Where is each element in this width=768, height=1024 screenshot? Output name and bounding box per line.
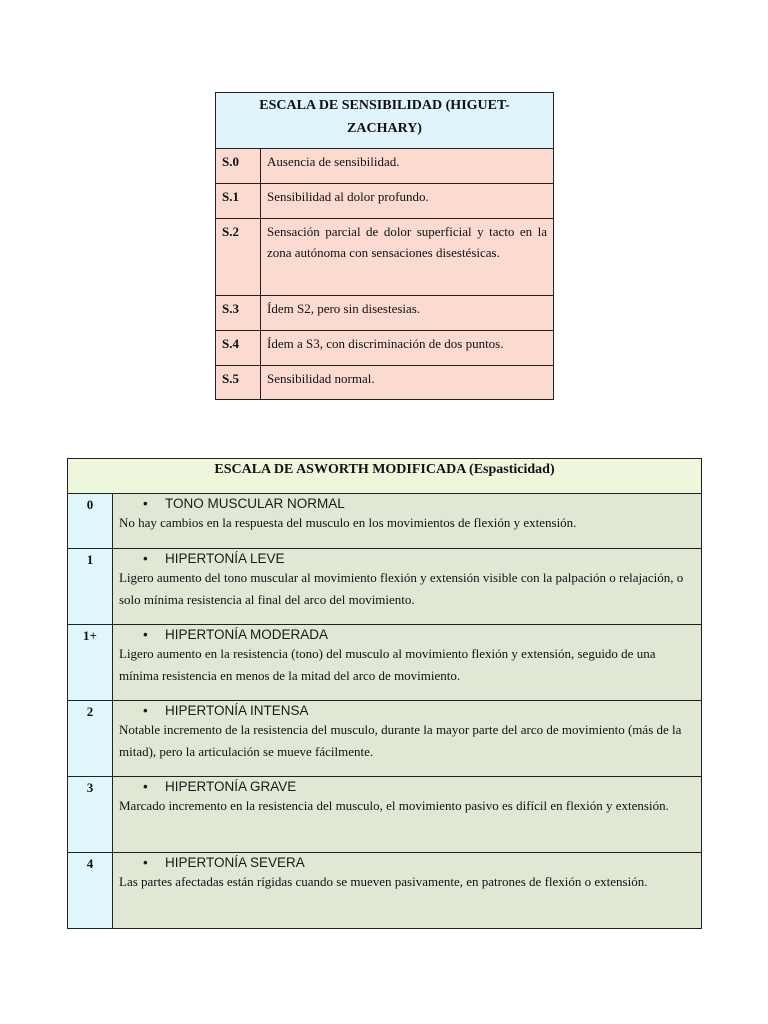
bullet-icon: •	[143, 703, 148, 718]
sensibilidad-title: ESCALA DE SENSIBILIDAD (HIGUET-ZACHARY)	[216, 93, 554, 149]
scale-description: Sensación parcial de dolor superficial y tacto en la zona autónoma con sensaciones disestésicas.	[261, 219, 554, 296]
grade-cell	[113, 549, 702, 625]
scale-description: Sensibilidad al dolor profundo.	[261, 184, 554, 219]
bullet-icon: •	[143, 551, 148, 566]
table-row	[68, 625, 702, 701]
table-row	[68, 853, 702, 929]
sensibilidad-table	[215, 92, 554, 400]
grade-code: 4	[68, 853, 113, 929]
scale-description: Ídem a S3, con discriminación de dos puntos.	[261, 331, 554, 366]
bullet-icon: •	[143, 496, 148, 511]
grade-heading: • HIPERTONÍA GRAVE	[143, 779, 297, 794]
grade-description: Ligero aumento del tono muscular al movimiento flexión y extensión visible con la palpación o relajación, o solo mínima resistencia al final del arco del movimiento.	[119, 570, 684, 607]
grade-cell	[113, 625, 702, 701]
scale-code: S.0	[216, 149, 261, 184]
scale-code: S.4	[216, 331, 261, 366]
grade-code: 2	[68, 701, 113, 777]
grade-code: 1	[68, 549, 113, 625]
scale-code: S.3	[216, 296, 261, 331]
grade-code: 1+	[68, 625, 113, 701]
grade-code: 3	[68, 777, 113, 853]
table-row	[216, 184, 554, 219]
asworth-table	[67, 458, 702, 929]
scale-description: Ídem S2, pero sin disestesias.	[261, 296, 554, 331]
table-row	[216, 331, 554, 366]
bullet-icon: •	[143, 855, 148, 870]
grade-heading: • TONO MUSCULAR NORMAL	[143, 496, 345, 511]
table-row	[68, 549, 702, 625]
bullet-icon: •	[143, 627, 148, 642]
scale-code: S.1	[216, 184, 261, 219]
grade-cell	[113, 853, 702, 929]
grade-cell	[113, 494, 702, 549]
grade-heading: • HIPERTONÍA SEVERA	[143, 855, 305, 870]
grade-description: No hay cambios en la respuesta del musculo en los movimientos de flexión y extensión.	[119, 515, 577, 530]
table-row	[216, 366, 554, 400]
grade-description: Marcado incremento en la resistencia del musculo, el movimiento pasivo es difícil en flexión y extensión.	[119, 798, 669, 813]
grade-heading: • HIPERTONÍA MODERADA	[143, 627, 329, 642]
grade-heading: • HIPERTONÍA LEVE	[143, 551, 285, 566]
table-row	[68, 701, 702, 777]
asworth-title: ESCALA DE ASWORTH MODIFICADA (Espasticidad)	[68, 459, 702, 494]
grade-code: 0	[68, 494, 113, 549]
bullet-icon: •	[143, 779, 148, 794]
table-row	[68, 494, 702, 549]
grade-description: Ligero aumento en la resistencia (tono) del musculo al movimiento flexión y extensión, seguido de una mínima resistencia en menos de la mitad del arco de movimiento.	[119, 646, 656, 683]
grade-cell	[113, 701, 702, 777]
scale-description: Ausencia de sensibilidad.	[261, 149, 554, 184]
table-row	[216, 149, 554, 184]
table-row	[68, 777, 702, 853]
scale-code: S.5	[216, 366, 261, 400]
table-row	[216, 296, 554, 331]
table-row	[216, 219, 554, 296]
scale-description: Sensibilidad normal.	[261, 366, 554, 400]
grade-description: Notable incremento de la resistencia del musculo, durante la mayor parte del arco de movimiento (más de la mitad), pero la articulación se mueve fácilmente.	[119, 722, 682, 759]
grade-heading: • HIPERTONÍA INTENSA	[143, 703, 309, 718]
scale-code: S.2	[216, 219, 261, 296]
grade-description: Las partes afectadas están rígidas cuando se mueven pasivamente, en patrones de flexión o extensión.	[119, 874, 648, 889]
grade-cell	[113, 777, 702, 853]
